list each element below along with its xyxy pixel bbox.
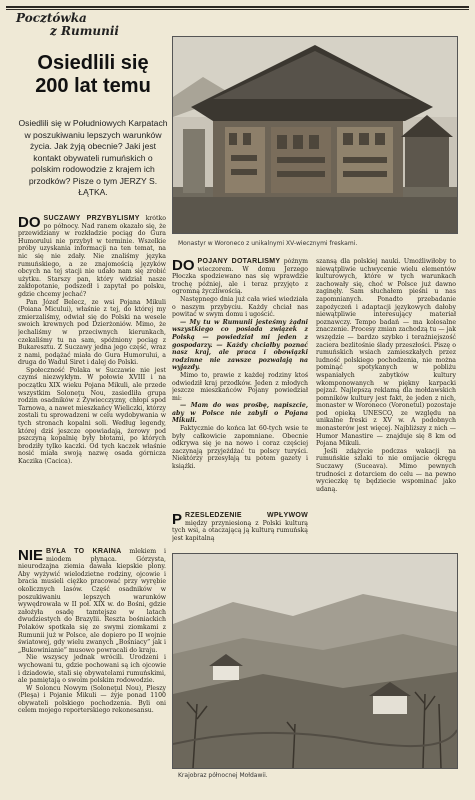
column-1b-text (18, 548, 166, 790)
lead-in-caps: POJANY DOTARLIŚMY (197, 258, 281, 265)
section-rubric (16, 12, 166, 38)
landscape-photo (172, 553, 458, 769)
drop-cap: P (172, 512, 183, 528)
monastery-illustration (173, 37, 457, 233)
column-1-text (18, 215, 166, 545)
drop-cap: DO (172, 258, 195, 274)
paragraph: późnym wieczorem. W domu Jerzego Płoczka spodziewano nas się wprawdzie trochę później, ale i teraz przyjęto z ogromną życzliwością. (172, 258, 308, 296)
headline-line-1: Osiedlili się (37, 52, 149, 74)
drop-cap: DO (18, 215, 41, 231)
photo-caption: Monastyr w Woroneco z unikalnymi XV-wiecznymi freskami. (178, 240, 358, 247)
paragraph: między przyniesioną z Polski kulturą tych wsi, a otaczającą ją kulturą rumuńską jest kapitalną (172, 519, 308, 542)
lead-in-caps: SUCZAWY PRZYBYLIŚMY (43, 215, 140, 222)
monastery-photo (172, 36, 458, 234)
paragraph: Faktycznie do końca lat 60-tych wsie te były całkowicie zapomniane. Obecnie odkrywa się je na nowo i coraz częściej zaczynają przyjeżdżać tu polscy turyści. Niektórzy przesyłają tu potem gazety i książki. (172, 425, 308, 471)
rubric-line-2: z Rumunii (50, 24, 119, 38)
column-3-text (316, 258, 456, 548)
headline-line-2: 200 lat temu (35, 75, 151, 97)
paragraph: Pan Józef Belecz, ze wsi Pojana Mikuli (Poiana Micului), właśnie z tej, do której my zmierzaliśmy, odwiał się do Polski na wesele swoich krewnych pod Dzierżoniów. Mimo, że jechaliśmy w przeciwnych kierunkach, czekaliśmy tu na sam, spóźniony pociąg z Bukaresztu. Z Suczawy jedna jego część, wraz z nami, podążać miała do Gura Humorului, a druga do Wadul Siret i dalej do Polski. (18, 298, 166, 367)
column-2b-text (172, 512, 308, 548)
paragraph: Następnego dnia już cała wieś wiedziała o naszym przybyciu. Każdy chciał nas powitać w swym domu i ugościć. (172, 295, 308, 319)
drop-cap: NIE (18, 548, 44, 564)
paragraph: Nie wszyscy jednak wrócili. Urodzeni i wychowani tu, gdzie pochowani są ich ojcowie i dziadowie, stali się obywatelami rumuńskimi, ale pamiętają o swoim polskim rodowodzie. (18, 654, 166, 685)
paragraph: szansą dla polskiej nauki. Umożliwiłoby to niewątpliwie uchwycenie wielu elementów kulturowych, które w tych warunkach zachowały się, choć w Polsce już dawno zaginęły. Sam słuchałem pieśni u nas zapomnianych. Ponadto przebadanie zapożyczeń i adaptacji językowych dałoby niewątpliwie interesujący materiał poznawczy. Tempo badań — ma kolosalne znaczenie. Procesy zmian zachodzą tu — jak wszędzie — bardzo szybko i teraźniejszość zaciera bezlitośnie ślady przeszłości. Piszę o rumuńskich wsiach zamieszkałych przez ludność polskiego pochodzenia, nie można pominąć spotykanych w pobliżu wspaniałych zabytków kultury wkomponowanych w piękny karpacki pejzaż. Najlepszą reklamą dla mołdawskich pomników kultury jest fakt, że jeden z nich, monaster w Woroneco (Voronetul) pozostaje pod opieką UNESCO, ze względu na unikalne freski z XV w. A podobnych monasterów jest więcej. Najbliższy z nich — Humor Manastire — znajduje się 8 km od Pojana Mikuli. (316, 258, 456, 448)
paragraph: Mimo to, prawie z każdej rodziny ktoś odwiedził kraj przodków. Jeden z młodych jeszcze mieszkańców Pojany powiedział mi: (172, 371, 308, 402)
rubric-line-1: Pocztówka (16, 11, 87, 25)
column-2-text (172, 258, 308, 510)
paragraph: krótko po północy. Nad ranem okazało się, że przewidziany w rozkładzie pociąg do Gura Humorului nie przybył w terminie. Wszelkie próby uzyskania informacji na ten temat, na nic się nie zdały. Nie znaliśmy języka rumuńskiego, a ze znajomością języków obcych na tej stacji nie udało nam się zrobić użytku. Starszy pan, który widział nasze zakłopotanie, podszedł i zapytał po polsku, gdzie chcemy jechać? (18, 215, 166, 298)
article-lead: Osiedlili się w Południowych Karpatach w poszukiwaniu lepszych warunków życia. Jak żyją obecnie? Jaki jest kontakt obywateli rumuńskich o polskim rodowodzie z krajem ich przodków? Pisze o tym JERZY S. ŁĄTKA. (18, 118, 168, 197)
top-rule-thin (6, 9, 469, 10)
paragraph: Jeśli zdążycie podczas wakacji na rumuńskie szlaki to nie omijacie okręgu Suczawy (Suceava). Mimo pewnych trudności z dotarciem do celu — na pewno wycieczkę tę będziecie wspominać jako udaną. (316, 447, 456, 493)
paragraph: W Soloncu Nowym (Soloneţul Nou), Pleszy (Pleşa) i Pojanie Mikuli — żyje ponad 1100 obywateli polskiego pochodzenia. Byli oni celem mojego reporterskiego rekonesansu. (18, 684, 166, 715)
paragraph: Społeczność Polaka w Suczawie nie jest czymś niezwykłym. W połowie XVIII i na początku XIX wieku Pojana Mikuli, ale przede wszystkim Soloneţu Nou, zasiedliła grupa rodzin osadników z Żywiecczyzny, chłopi spod Tarnowa, a nawet mieszkańcy Wieliczki, którzy zostali tu sprowadzeni w celu wydobywania w tych stronach kopalni soli. Według legendy, której dziś jeszcze opowiadają, żerowy pod pszczyną kopalnię były błotami, po których brodziły tylko kaczki. Od tych kaczek właśnie nosić miała swoją nazwę osada górnicza Kaczika (Cacica). (18, 366, 166, 465)
article-headline (18, 52, 168, 98)
photo-caption: Krajobraz północnej Mołdawii. (178, 772, 268, 779)
lead-in-caps: BYŁA TO KRAINA (46, 548, 122, 555)
paragraph: — Mam do was prośbę, napiszcie, aby w Polsce nie zabyli o Pojana Mikuli. (172, 402, 308, 425)
paragraph: — My tu w Rumunii jesteśmy żądni wszystkiego co posiada związek z Polską — powiedział mi jeden z gospodarzy. — Każdy chciałby poznać nasz kraj, ale praca i obowiązki rodzinne nie zawsze pozwalają na wyjazdy. (172, 318, 308, 372)
paragraph: mlekiem i miodem płynąca. Górzysta, nieurodzajna ziemia dawała kiepskie plony. Aby wyżywić wielodzietne rodziny, ojcowie i bracia musieli ciężko pracować przy wyrębie okolicznych lasów. Część osadników w poszukiwaniu lepszych warunków wywędrowała w II poł. XIX w. do Bośni, gdzie założyła osadę tamtejsze w latach dwudziestych do Brazylii. Reszta bośniackich Polaków spotkała się ze swymi ziomkami z Rumunii już w Polsce, ale dopiero po II wojnie światowej, gdy wielu zwanych „Bośniacy” jak i „Bukowinianie” musowo powracali do kraju. (18, 548, 166, 654)
top-rule (6, 6, 469, 8)
lead-in-caps: RZEŚLEDZENIE WPŁYWÓW (185, 512, 308, 519)
landscape-illustration (173, 554, 457, 768)
